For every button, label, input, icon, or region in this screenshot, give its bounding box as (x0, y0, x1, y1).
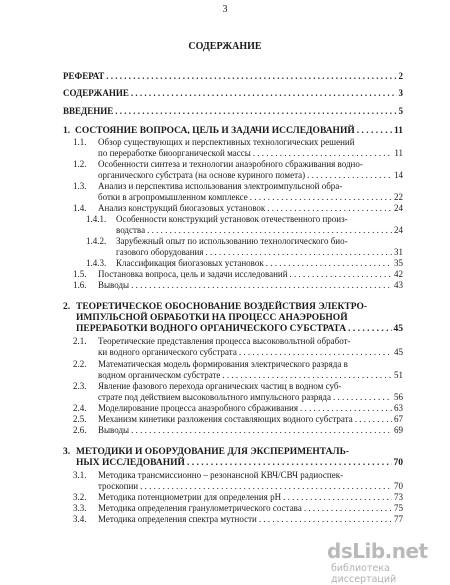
toc-chapter-1[interactable] (63, 126, 403, 137)
toc-entry-label: водства (116, 225, 146, 235)
toc-entry-1-4[interactable] (73, 203, 403, 214)
toc-entry-number: 1.4. (73, 203, 87, 213)
toc-entry-label: по переработке биоорганической массы (98, 148, 251, 158)
toc-entry-number: 3.2. (73, 492, 87, 502)
toc-entry-label[interactable]: Явление фазового перехода органических частиц в водном суб- (98, 381, 342, 391)
toc-entry-number: 3.3. (73, 503, 87, 513)
watermark-logo: dsLib.net (327, 539, 428, 563)
toc-entry-number: 2.4. (73, 403, 87, 413)
toc-entry-2-4[interactable] (73, 403, 403, 414)
toc-entry-3-3[interactable] (73, 503, 403, 514)
toc-entry-number: 1.6. (73, 280, 87, 290)
toc-entry-page: 2 (398, 71, 403, 81)
toc-entry-3-2[interactable] (73, 492, 403, 503)
toc-entry-label: СОСТОЯНИЕ ВОПРОСА, ЦЕЛЬ И ЗАДАЧИ ИССЛЕДОВАНИЙ (75, 126, 355, 136)
toc-entry-page: 14 (394, 170, 403, 180)
toc-entry-label: ки водного органического субстрата (98, 347, 237, 357)
toc-entry-1-3[interactable] (98, 192, 403, 203)
toc-entry-label[interactable]: Особенности синтеза и технологии анаэробного сбраживания водно- (98, 159, 363, 169)
toc-entry-label: Постановка вопроса, цель и задачи исследований (98, 269, 288, 279)
toc-chapter-3[interactable] (76, 458, 403, 469)
toc-chapter-number: 1. (63, 126, 71, 136)
toc-entry-2-1[interactable] (98, 347, 403, 358)
toc-entry-page: 35 (394, 258, 403, 268)
toc-entry-page: 11 (394, 148, 403, 158)
toc-entry-label: Анализ конструкций биогазовых установок (98, 203, 266, 213)
toc-entry-number: 3.1. (73, 470, 87, 480)
toc-entry-number: 3.4. (73, 514, 87, 524)
toc-entry-label: Классификация биогазовых установок (116, 258, 264, 268)
toc-entry-number: 1.5. (73, 269, 87, 279)
toc-entry-page: 75 (394, 503, 403, 513)
toc-entry-number: 1.4.3. (86, 258, 107, 268)
page-title: СОДЕРЖАНИЕ (188, 41, 262, 52)
toc-entry-label: троскопии (98, 481, 139, 491)
toc-entry-2-3[interactable] (98, 392, 403, 403)
toc-entry-page: 31 (394, 247, 403, 257)
toc-entry-2-2[interactable] (98, 370, 403, 381)
toc-entry-label[interactable]: Анализ и перспектива использования электроимпульсной обра- (98, 181, 343, 191)
toc-entry-label: РЕФЕРАТ (63, 71, 105, 81)
toc-entry-page: 24 (394, 225, 403, 235)
toc-entry-number: 2.3. (73, 381, 87, 391)
toc-entry-number: 2.6. (73, 425, 87, 435)
toc-entry-label: Выводы (98, 425, 130, 435)
toc-entry-2-5[interactable] (73, 414, 403, 425)
toc-entry-label: Выводы (98, 280, 130, 290)
toc-entry-label[interactable]: Особенности конструкций установок отечественного произ- (116, 214, 348, 224)
toc-entry-page: 24 (394, 203, 403, 213)
toc-entry-1-6[interactable] (73, 280, 403, 291)
toc-entry-number: 2.1. (73, 336, 87, 346)
toc-entry-page: 45 (393, 324, 403, 334)
watermark-subtitle: библиотека диссертаций (331, 563, 397, 585)
toc-entry-label: страте под действием высоковольтного импульсного разряда (98, 392, 332, 402)
toc-entry-number: 1.4.1. (86, 214, 107, 224)
toc-entry-label: Методика потенциометрии для определения pH (98, 492, 282, 502)
toc-chapter-title-line[interactable]: МЕТОДИКИ И ОБОРУДОВАНИЕ ДЛЯ ЭКСПЕРИМЕНТАЛЬ- (76, 447, 350, 457)
toc-entry-label[interactable]: Методика трансмиссионно – резонансной КВЧ/СВЧ радиоспек- (98, 470, 344, 480)
toc-entry-page: 42 (394, 269, 403, 279)
toc-entry-1-2[interactable] (98, 170, 403, 181)
toc-entry-1-4-1[interactable] (116, 225, 403, 236)
toc-entry-page: 77 (394, 514, 403, 524)
toc-entry-page: 5 (398, 106, 403, 116)
toc-entry-label: органического субстрата (на основе куриного помета) (98, 170, 306, 180)
toc-entry-label: Методика определения спектра мутности (98, 514, 257, 524)
toc-entry-page: 43 (394, 280, 403, 290)
toc-entry-page: 3 (398, 88, 403, 98)
toc-entry-label: ботки в агропромышленном комплексе (98, 192, 248, 202)
toc-entry-number: 2.5. (73, 414, 87, 424)
toc-entry-1-4-3[interactable] (86, 258, 403, 269)
toc-entry-page: 11 (394, 126, 403, 136)
toc-entry-label[interactable]: Зарубежный опыт по использованию технологического био- (116, 236, 348, 246)
toc-entry-label: ВВЕДЕНИЕ (63, 106, 114, 116)
toc-entry-page: 70 (394, 481, 403, 491)
toc-entry-label[interactable]: Обзор существующих и перспективных технологических решений (98, 137, 355, 147)
toc-entry-page: 67 (394, 414, 403, 424)
toc-entry-number: 1.4.2. (86, 236, 107, 246)
toc-entry-label: Методика определения гранулометрического состава (98, 503, 302, 513)
toc-chapter-number: 3. (63, 447, 71, 457)
toc-entry-page: 73 (394, 492, 403, 502)
toc-entry-2-6[interactable] (73, 425, 403, 436)
toc-entry-page: 63 (394, 403, 403, 413)
toc-chapter-number: 2. (63, 302, 71, 312)
toc-chapter-title-line[interactable]: ИМПУЛЬСНОЙ ОБРАБОТКИ НА ПРОЦЕСС АНАЭРОБНОЙ (76, 313, 348, 323)
toc-entry-label: газового оборудования (116, 247, 204, 257)
toc-entry-label: ПЕРЕРАБОТКИ ВОДНОГО ОРГАНИЧЕСКОГО СУБСТРАТА (76, 324, 347, 334)
toc-entry-label[interactable]: Теоретические представления процесса высоковольтной обработ- (98, 336, 351, 346)
toc-entry-1-1[interactable] (98, 148, 403, 159)
toc-entry-label: водном органическом субстрате (98, 370, 221, 380)
toc-entry-page: 69 (394, 425, 403, 435)
toc-entry-number: 2.2. (73, 359, 87, 369)
page-number: 3 (222, 4, 228, 15)
toc-entry-label[interactable]: Математическая модель формирования электрического разряда в (98, 359, 348, 369)
toc-chapter-title-line[interactable]: ТЕОРЕТИЧЕСКОЕ ОБОСНОВАНИЕ ВОЗДЕЙСТВИЯ ЭЛЕКТРО- (76, 302, 368, 312)
toc-entry-page: 45 (394, 347, 403, 357)
toc-entry-label: Моделирование процесса анаэробного сбраживания (98, 403, 298, 413)
toc-entry-referat[interactable] (63, 71, 403, 82)
toc-entry-page: 56 (394, 392, 403, 402)
toc-entry-1-4-2[interactable] (116, 247, 403, 258)
toc-entry-3-4[interactable] (73, 514, 403, 525)
toc-entry-label: Механизм кинетики разложения составляющих водного субстрата (98, 414, 353, 424)
toc-entry-page: 70 (393, 458, 403, 468)
toc-entry-3-1[interactable] (98, 481, 403, 492)
watermark (325, 537, 449, 585)
toc-entry-label: НЫХ ИССЛЕДОВАНИЙ (76, 458, 185, 468)
toc-entry-number: 1.2. (73, 159, 87, 169)
toc-chapter-2[interactable] (76, 324, 403, 335)
toc-entry-number: 1.1. (73, 137, 87, 147)
toc-entry-label: СОДЕРЖАНИЕ (63, 88, 129, 98)
toc-entry-introduction[interactable] (63, 106, 403, 117)
toc-entry-page: 22 (394, 192, 403, 202)
toc-entry-1-5[interactable] (73, 269, 403, 280)
toc-entry-contents[interactable] (63, 88, 403, 99)
toc-entry-page: 51 (394, 370, 403, 380)
toc-entry-number: 1.3. (73, 181, 87, 191)
